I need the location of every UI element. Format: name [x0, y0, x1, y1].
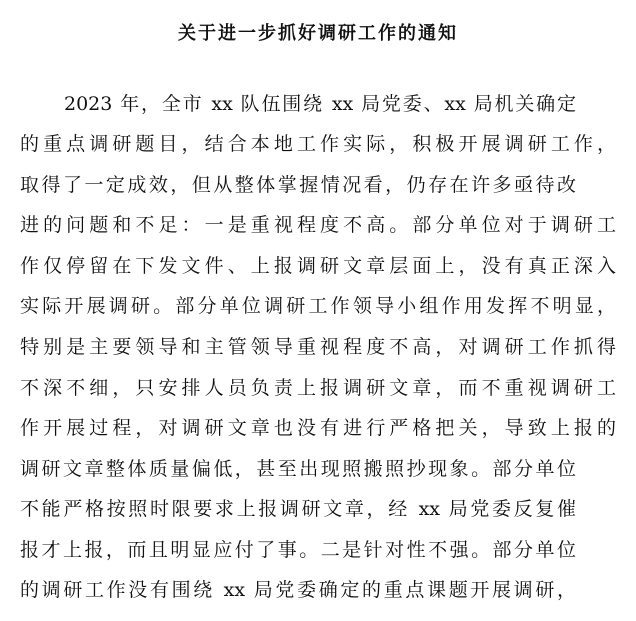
- paragraph-line: 特别是主要领导和主管领导重视程度不高，对调研工作抓得: [20, 336, 616, 358]
- paragraph-line: 的调研工作没有围绕 xx 局党委确定的重点课题开展调研，: [20, 579, 576, 601]
- paragraph-line: 2023 年，全市 xx 队伍围绕 xx 局党委、xx 局机关确定: [64, 93, 576, 115]
- paragraph-line: 不深不细，只安排人员负责上报调研文章，而不重视调研工: [20, 377, 616, 399]
- paragraph-line: 进的问题和不足：一是重视程度不高。部分单位对于调研工: [20, 214, 616, 236]
- paragraph-line: 作开展过程，对调研文章也没有进行严格把关，导致上报的: [20, 417, 616, 439]
- paragraph-line: 报才上报，而且明显应付了事。二是针对性不强。部分单位: [20, 539, 576, 561]
- paragraph-line: 实际开展调研。部分单位调研工作领导小组作用发挥不明显，: [20, 295, 616, 317]
- paragraph-line: 调研文章整体质量偏低，甚至出现照搬照抄现象。部分单位: [20, 458, 576, 480]
- paragraph-line: 作仅停留在下发文件、上报调研文章层面上，没有真正深入: [20, 255, 616, 277]
- paragraph-line: 不能严格按照时限要求上报调研文章，经 xx 局党委反复催: [20, 498, 576, 520]
- paragraph-line: 的重点调研题目，结合本地工作实际，积极开展调研工作，: [20, 133, 616, 155]
- document-title: 关于进一步抓好调研工作的通知: [178, 23, 458, 44]
- paragraph-line: 取得了一定成效，但从整体掌握情况看，仍存在许多亟待改: [20, 174, 576, 196]
